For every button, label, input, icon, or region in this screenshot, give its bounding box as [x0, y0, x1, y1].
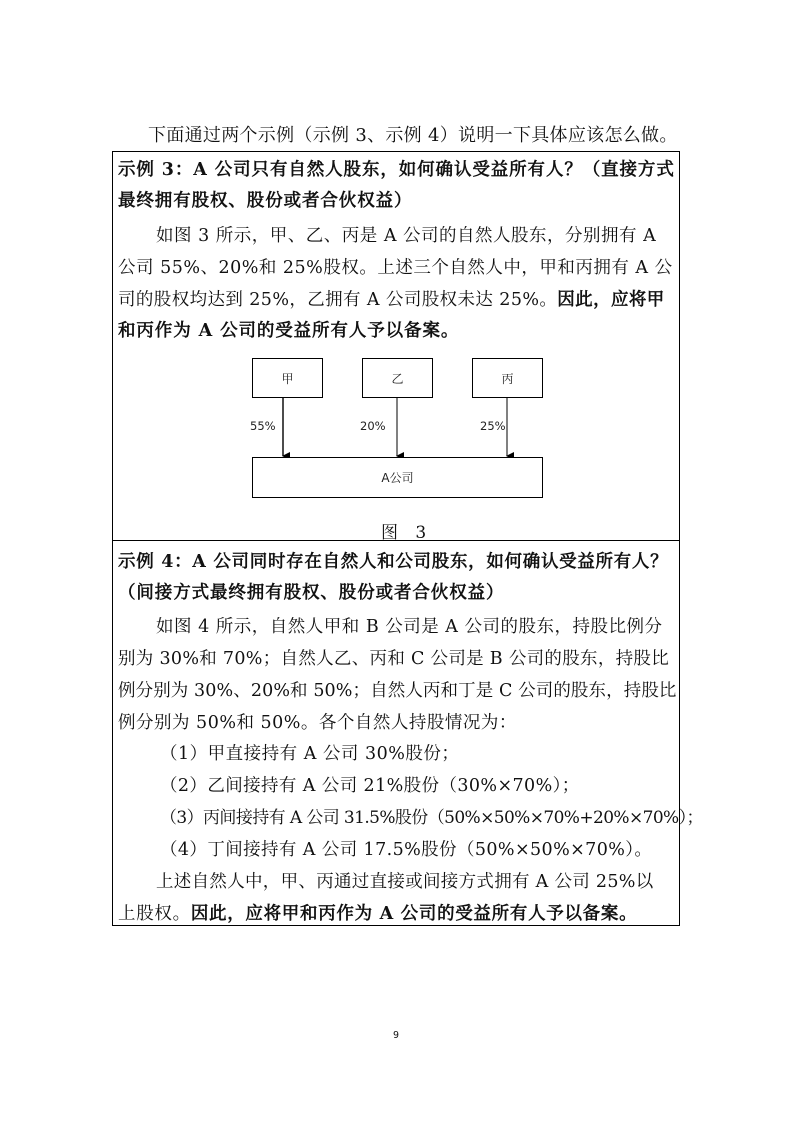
example4-body-line-1: 如图 4 所示，自然人甲和 B 公司是 A 公司的股东，持股比例分: [156, 617, 663, 637]
example3-body-line-1: 如图 3 所示，甲、乙、丙是 A 公司的自然人股东，分别拥有 A: [156, 226, 657, 246]
figure-3-caption: 图 3: [381, 523, 433, 543]
percent-label-bing: 25%: [480, 419, 506, 433]
holding-item-4: （4）丁间接持有 A 公司 17.5%股份（50%×50%×70%）。: [160, 840, 653, 860]
example3-body-line-2: 公司 55%、20%和 25%股权。上述三个自然人中，甲和丙拥有 A 公: [118, 258, 673, 278]
holding-item-2: （2）乙间接持有 A 公司 21%股份（30%×70%）；: [160, 776, 580, 796]
example3-conclusion: 和丙作为 A 公司的受益所有人予以备案。: [118, 321, 460, 341]
example4-body-line-4: 例分别为 50%和 50%。各个自然人持股情况为：: [118, 713, 517, 733]
shareholder-box-bing: 丙: [472, 358, 543, 398]
example4-summary-line-2: [118, 903, 637, 925]
shareholder-box-yi: 乙: [362, 358, 433, 398]
holding-item-1: （1）甲直接持有 A 公司 30%股份；: [160, 744, 460, 764]
summary-plain-text: 上股权。: [118, 904, 191, 924]
example3-body-line-3-text: 司的股权均达到 25%，乙拥有 A 公司股权未达 25%。: [118, 290, 558, 310]
example4-heading-line-2: （间接方式最终拥有股权、股份或者合伙权益）: [118, 583, 505, 603]
intro-paragraph: 下面通过两个示例（示例 3、示例 4）说明一下具体应该怎么做。: [148, 125, 678, 146]
company-a-box: A公司: [252, 457, 543, 498]
percent-label-yi: 20%: [360, 419, 386, 433]
example4-summary-line-1: 上述自然人中，甲、丙通过直接或间接方式拥有 A 公司 25%以: [156, 872, 654, 892]
shareholder-box-jia: 甲: [252, 358, 323, 398]
page-number: 9: [393, 1030, 400, 1041]
example4-body-line-3: 例分别为 30%、20%和 50%；自然人丙和丁是 C 公司的股东，持股比: [118, 681, 677, 701]
holding-item-3: （3）丙间接持有 A 公司 31.5%股份（50%×50%×70%+20%×70%）；: [160, 808, 703, 828]
example4-conclusion: 因此，应将甲和丙作为 A 公司的受益所有人予以备案。: [190, 904, 638, 924]
example3-heading-line-1: 示例 3：A 公司只有自然人股东，如何确认受益所有人？（直接方式: [118, 160, 675, 180]
example4-body-line-2: 别为 30%和 70%；自然人乙、丙和 C 公司是 B 公司的股东，持股比: [118, 649, 670, 669]
example4-heading-line-1: 示例 4：A 公司同时存在自然人和公司股东，如何确认受益所有人？: [118, 552, 669, 572]
example3-conclusion-start: 因此，应将甲: [557, 290, 665, 310]
percent-label-jia: 55%: [250, 419, 276, 433]
example3-heading-line-2: 最终拥有股权、股份或者合伙权益）: [118, 191, 413, 211]
